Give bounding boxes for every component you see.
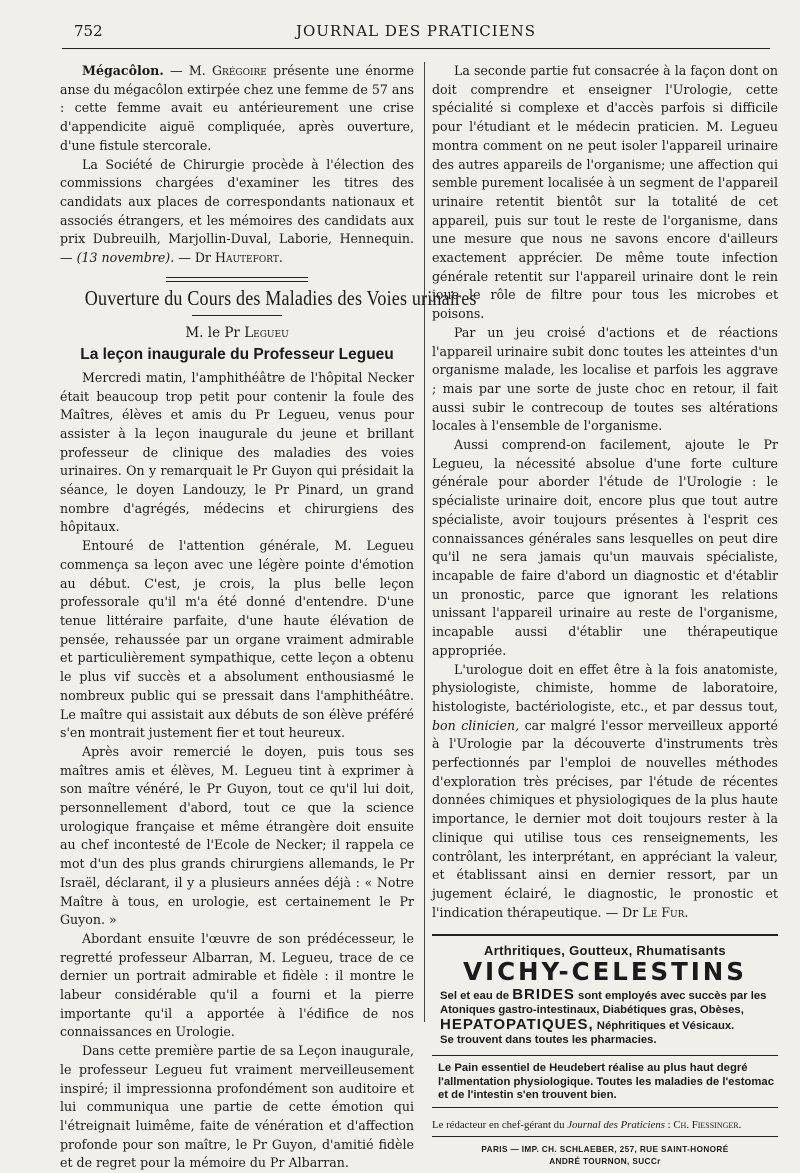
- body-paragraph-9: [432, 661, 778, 923]
- megacolon-author: Grégoire: [212, 63, 267, 78]
- right-column: [432, 62, 778, 1167]
- paragraph-9-part-b: car malgré l'essor merveilleux apporté à l'Urologie par la découverte d'instruments très perfectionnés par l'emploi de nouvelles méthodes d'exploration très précises, par l'étude de récentes données chimiques et physiologiques de la plus haute importance, le dernier mot doit toujours rester à la clinique qui utilise tous ces renseignements, les contrôlant, les interprétant, en appréciant la valeur, et établissant ainsi en dernier ressort, par un jugement éclairé, le diagnostic, le pronostic et l'indication thérapeutique.: [432, 717, 778, 920]
- printer-line-2: ANDRÉ TOURNON, SUCCr: [549, 1157, 661, 1167]
- editor-credit-b: : Ch. Fiessinger.: [667, 1119, 742, 1132]
- society-date: (13 novembre).: [76, 250, 175, 266]
- brides-text-a: Sel et eau de: [440, 989, 510, 1002]
- editor-credit: [432, 1118, 778, 1132]
- society-signature-prefix: — Dr: [178, 250, 211, 266]
- body-paragraph-7: Par un jeu croisé d'actions et de réactions l'appareil urinaire subit donc toutes les atteintes d'un organisme malade, les localise et parfois les aggrave ; mais par une sorte de juste choc en retour, il fait aussi subir le contrecoup de toutes ses altérations locales à l'ensemble de l'organisme.: [432, 324, 778, 434]
- brides-line-4: Se trouvent dans toutes les pharmacies.: [440, 1034, 657, 1047]
- header-rule: [62, 48, 770, 49]
- brides-line-2: Atoniques gastro-intestinaux, Diabétiques gras, Obèses,: [440, 1004, 744, 1017]
- megacolon-lead: Mégacôlon.: [82, 63, 164, 78]
- signature-name: Le Fur.: [642, 904, 689, 920]
- body-paragraph-4: Abordant ensuite l'œuvre de son prédécesseur, le regretté professeur Albarran, M. Legueu, trace de ce dernier un portrait admirable et fidèle : il montre le labeur considérable qu'il a fourni et la pierre importante qu'il a apportée à l'édifice de nos connaissances en Urologie.: [60, 930, 414, 1040]
- author-line: [60, 324, 414, 343]
- brides-name: BRIDES: [512, 985, 575, 1003]
- ad-brand: VICHY-CELESTINS: [463, 957, 747, 987]
- megacolon-text: présente une énorme anse du mégacôlon extirpée chez une femme de 57 ans : cette femme avait eu antérieurement une crise d'appendicite aiguë compliquée, après ouverture, d'une fistule stercorale.: [60, 63, 414, 153]
- title-rule: [192, 315, 282, 316]
- brides-line-3: Néphritiques et Vésicaux.: [596, 1019, 735, 1032]
- editor-credit-a: Le rédacteur en chef-gérant du: [432, 1119, 565, 1132]
- heudebert-text-b: réalise au plus haut degré l'allmentation physiologique. Toutes les maladies de l'estomac et de l'intestin s'en trouvent bien.: [438, 1061, 774, 1102]
- body-paragraph-1: Mercredi matin, l'amphithéâtre de l'hôpital Necker était beaucoup trop petit pour contenir la foule des Maîtres, élèves et amis du Pr Legueu, venus pour assister à la leçon inaugurale du jeune et brillant professeur de clinique des maladies des voies urinaires. On y remarquait le Pr Guyon qui présidait la séance, le doyen Landouzy, le Pr Pinard, un grand nombre d'agrégés, médecins et chirurgiens des hôpitaux.: [60, 369, 414, 535]
- body-paragraph-6: La seconde partie fut consacrée à la façon dont on doit comprendre et enseigner l'Urologie, cette spécialité si complexe et d'accès parfois si difficile pour l'étudiant et le médecin praticien. M. Legueu montra comment on ne peut isoler l'appareil urinaire des autres appareils de l'organisme; une affection qui semble purement localisée à un segment de l'appareil urinaire retentit bientôt sur la totalité de cet appareil, puis sur tout le reste de l'organisme, dans une mesure que nous ne savons encore d'ailleurs exactement apprécier. De même toute infection générale retentit sur l'appareil urinaire dont le rein joue le rôle de filtre pour tous les microbes et poisons.: [432, 63, 778, 322]
- hepato-label: HEPATOPATIQUES,: [440, 1015, 594, 1033]
- paragraph-9-part-a: L'urologue doit en effet être à la fois anatomiste, physiologiste, chimiste, homme de laboratoire, histologiste, bactériologiste, etc., et par dessus tout,: [432, 661, 778, 714]
- column-divider: [424, 62, 425, 1022]
- body-paragraph-3: Après avoir remercié le doyen, puis tous ses maîtres amis et élèves, M. Legueu tint à exprimer à son maître vénéré, le Pr Guyon, tout ce qu'il lui doit, personnellement d'abord, tout ce que la science urologique française et même étrangère doit ensuite au chef incontesté de l'Ecole de Necker; il rappela ce mot d'un des plus grands chirurgiens allemands, le Pr Israël, déclarant, il y a plusieurs années déjà : « Notre Maître à tous, en urologie, est certainement le Pr Guyon. »: [60, 743, 414, 928]
- signature-prefix: — Dr: [605, 904, 639, 920]
- brides-text-b: sont employés avec succès par les: [578, 989, 767, 1002]
- journal-title: JOURNAL DES PRATICIENS: [295, 22, 537, 40]
- editor-credit-journal: Journal des Praticiens: [567, 1119, 665, 1132]
- printer-line-1: PARIS — IMP. CH. SCHLAEBER, 257, RUE SAINT-HONORÉ: [481, 1145, 729, 1155]
- lecture-title: La leçon inaugurale du Professeur Legueu: [80, 346, 394, 364]
- section-divider: [166, 277, 308, 282]
- page-number: 752: [74, 22, 103, 40]
- megacolon-paragraph: Mégacôlon. — M. Grégoire présente une énorme anse du mégacôlon extirpée chez une femme de 57 ans : cette femme avait eu antérieurement une crise d'appendicite aiguë compliquée, après ouverture, d'une fistule stercorale.: [60, 63, 414, 153]
- heudebert-name: Pain essentiel de Heudebert: [454, 1061, 606, 1074]
- society-signature-name: Hautefort.: [214, 250, 283, 266]
- brides-ad: [432, 985, 778, 1048]
- heudebert-ad: [432, 1062, 778, 1103]
- body-paragraph-2: Entouré de l'attention générale, M. Legueu commença sa leçon avec une légère pointe d'émotion au début. C'est, je crois, la plus belle leçon professorale qu'il m'a été donné d'entendre. D'une tenue littéraire parfaite, d'une haute élévation de pensée, rehaussée par un organe vraiment admirable et particulièrement sympathique, cette leçon a obtenu le plus vif succès et a absolument enthousiasmé le nombreux public qui se pressait dans l'amphithéâtre. Le maître qui assistait aux débuts de son élève préféré s'en montrait justement fier et tout heureux.: [60, 538, 414, 741]
- society-text: La Société de Chirurgie procède à l'élection des commissions chargées d'examiner les titres des candidats aux places de correspondants nationaux et associés étrangers, et les mémoires des candidats aux prix Dubreuilh, Marjollin-Duval, Laborie, Hennequin. —: [60, 156, 414, 266]
- paragraph-9-italic: bon clinicien,: [432, 717, 520, 733]
- body-paragraph-8: Aussi comprend-on facilement, ajoute le Pr Legueu, la nécessité absolue d'une forte culture générale pour aborder l'étude de l'Urologie : le spécialiste urinaire doit, encore plus que tout autre spécialiste, avoir toujours présentes à l'esprit ces connaissances générales sans lesquelles on peut dire qu'il ne sera jamais qu'un mauvais spécialiste, incapable de faire d'abord un diagnostic et d'établir un pronostic, parce que ignorant les relations unissant l'appareil urinaire au reste de l'organisme, incapable aussi d'établir une thérapeutique appropriée.: [432, 437, 778, 658]
- section-title: Ouverture du Cours des Maladies des Voies urinaires: [84, 285, 477, 310]
- author-name: Legueu: [244, 325, 289, 342]
- printer-rule: [432, 1136, 778, 1137]
- page-header: [62, 22, 770, 44]
- ad-bottom-rule: [432, 1107, 778, 1108]
- ad-rule: [432, 1055, 778, 1056]
- body-paragraph-5: Dans cette première partie de sa Leçon inaugurale, le professeur Legueu fut vraiment merveilleusement inspiré; il impressionna profondément son auditoire et lui communiqua une partie de cette émotion qui l'étreignait luimême, faite de vénération et d'affection profonde pour son maître, le Pr Guyon, d'amitié fidèle et de regret pour la mémoire du Pr Albarran.: [60, 1043, 414, 1171]
- heudebert-text-a: Le: [438, 1061, 452, 1074]
- author-prefix: M. le Pr: [185, 325, 240, 342]
- advertisement: [432, 934, 778, 1167]
- ad-headline: Arthritiques, Goutteux, Rhumatisants: [484, 943, 726, 959]
- society-paragraph: [60, 156, 414, 268]
